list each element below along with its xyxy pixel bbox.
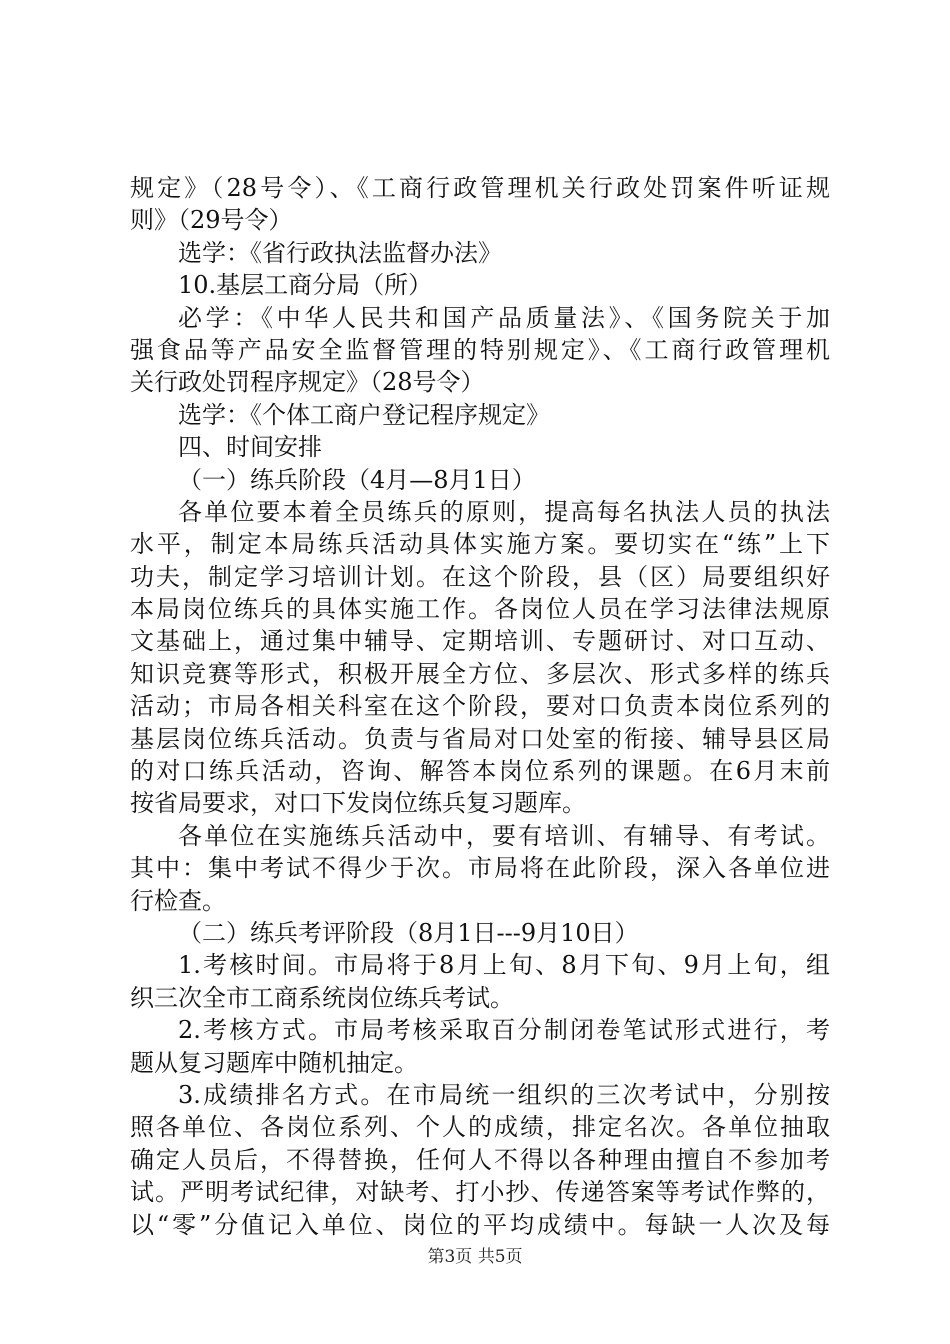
text-line: 必学：《中华人民共和国产品质量法》、《国务院关于加 (178, 303, 830, 332)
text-line: 3.成绩排名方式。在市局统一组织的三次考试中，分别按 (178, 1080, 830, 1109)
text-line: 确定人员后，不得替换，任何人不得以各种理由擅自不参加考 (130, 1145, 830, 1174)
text-line: 活动；市局各相关科室在这个阶段，要对口负责本岗位系列的 (130, 692, 830, 721)
text-line: 的对口练兵活动，咨询、解答本岗位系列的课题。在6月末前 (130, 757, 830, 786)
text-line: 规定》（28号令）、《工商行政管理机关行政处罚案件听证规 (130, 174, 830, 202)
text-line: 基层岗位练兵活动。负责与省局对口处室的衔接、辅导县区局 (130, 724, 830, 753)
text-line: 以“零”分值记入单位、岗位的平均成绩中。每缺一人次及每 (130, 1210, 830, 1239)
text-line: 则》（29号令） (130, 206, 293, 235)
text-line: （二）练兵考评阶段（8月1日---9月10日） (178, 918, 639, 947)
text-line: 各单位要本着全员练兵的原则，提高每名执法人员的执法 (178, 497, 830, 526)
text-line: 四、时间安排 (178, 433, 322, 462)
document-body (130, 172, 830, 1241)
text-line: 试。严明考试纪律，对缺考、打小抄、传递答案等考试作弊的， (130, 1178, 830, 1207)
text-line: 水平，制定本局练兵活动具体实施方案。要切实在“练”上下 (130, 530, 830, 559)
text-line: 选学：《个体工商户登记程序规定》 (178, 400, 550, 429)
text-line: 2.考核方式。市局考核采取百分制闭卷笔试形式进行，考 (178, 1016, 830, 1045)
text-line: 文基础上，通过集中辅导、定期培训、专题研讨、对口互动、 (130, 627, 830, 656)
text-line: （一）练兵阶段（4月—8月1日） (178, 465, 536, 494)
page-footer: 第3页 共5页 (427, 1247, 523, 1267)
text-line: 功夫，制定学习培训计划。在这个阶段，县（区）局要组织好 (130, 562, 830, 591)
text-line: 选学：《省行政执法监督办法》 (178, 238, 502, 267)
text-line: 照各单位、各岗位系列、个人的成绩，排定名次。各单位抽取 (130, 1113, 830, 1142)
text-line: 强食品等产品安全监督管理的特别规定》、《工商行政管理机 (130, 335, 830, 364)
text-line: 10.基层工商分局（所） (178, 271, 433, 300)
text-line: 本局岗位练兵的具体实施工作。各岗位人员在学习法律法规原 (130, 595, 830, 624)
text-line: 行检查。 (130, 886, 226, 915)
text-line: 按省局要求，对口下发岗位练兵复习题库。 (130, 789, 586, 818)
text-line: 1.考核时间。市局将于8月上旬、8月下旬、9月上旬，组 (178, 951, 830, 980)
text-line: 织三次全市工商系统岗位练兵考试。 (130, 983, 514, 1012)
text-line: 题从复习题库中随机抽定。 (130, 1048, 418, 1077)
text-line: 各单位在实施练兵活动中，要有培训、有辅导、有考试。 (178, 821, 830, 850)
text-line: 知识竞赛等形式，积极开展全方位、多层次、形式多样的练兵 (130, 659, 830, 688)
text-line: 其中：集中考试不得少于次。市局将在此阶段，深入各单位进 (130, 854, 830, 883)
text-line: 关行政处罚程序规定》（28号令） (130, 368, 485, 397)
